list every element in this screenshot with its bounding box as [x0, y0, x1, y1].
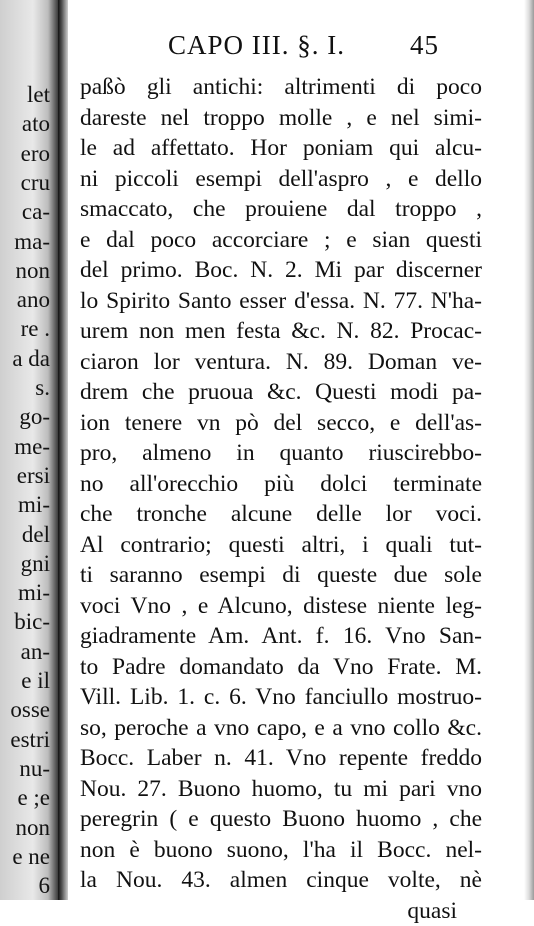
facing-page-fragment: go-: [0, 404, 50, 430]
body-text: [80, 72, 482, 926]
text-line: ion tenere vn pò del secco, e dell'as-: [80, 408, 482, 439]
text-line: no all'orecchio più dolci terminate: [80, 469, 482, 500]
text-line: dareste nel troppo molle , e nel simi-: [80, 103, 482, 134]
facing-page-edge: [0, 0, 60, 900]
text-line: Vill. Lib. 1. c. 6. Vno fanciullo mostruo-: [80, 682, 482, 713]
facing-page-fragment: estri: [0, 727, 50, 753]
facing-page-fragment: osse: [0, 697, 50, 723]
page-edge-shadow: [524, 0, 534, 900]
facing-page-fragment: a da: [0, 346, 50, 372]
facing-page-fragment: s.: [0, 375, 50, 401]
text-line: la Nou. 43. almen cinque volte, nè: [80, 865, 482, 896]
text-line: ciaron lor ventura. N. 89. Doman ve-: [80, 347, 482, 378]
text-line: ti saranno esempi di queste due sole: [80, 560, 482, 591]
chapter-heading: CAPO III. §. I.: [168, 30, 345, 61]
facing-page-fragment: nu-: [0, 756, 50, 782]
facing-page-fragment: 6: [0, 873, 50, 899]
text-line: quasi: [80, 896, 482, 926]
facing-page-fragment: mi-: [0, 492, 50, 518]
book-gutter: [58, 0, 68, 900]
facing-page-fragment: mi-: [0, 580, 50, 606]
text-line: Bocc. Laber n. 41. Vno repente freddo: [80, 743, 482, 774]
text-line: le ad affettato. Hor poniam qui alcu-: [80, 133, 482, 164]
text-line: Nou. 27. Buono huomo, tu mi pari vno: [80, 774, 482, 805]
text-line: so, peroche a vno capo, e a vno collo &c.: [80, 713, 482, 744]
facing-page-fragment: e il: [0, 668, 50, 694]
text-line: Al contrario; questi altri, i quali tut-: [80, 530, 482, 561]
text-line: smaccato, che prouiene dal troppo ,: [80, 194, 482, 225]
text-line: lo Spirito Santo esser d'essa. N. 77. N'ha-: [80, 286, 482, 317]
text-line: drem che pruoua &c. Questi modi pa-: [80, 377, 482, 408]
text-line: to Padre domandato da Vno Frate. M.: [80, 652, 482, 683]
page-number: 45: [410, 30, 439, 61]
facing-page-fragment: e ;e: [0, 785, 50, 811]
facing-page-fragment: e ne: [0, 844, 50, 870]
facing-page-fragment: me-: [0, 434, 50, 460]
facing-page-fragment: ero: [0, 141, 50, 167]
text-line: pro, almeno in quanto riuscirebbo-: [80, 438, 482, 469]
facing-page-fragment: ersi: [0, 463, 50, 489]
text-line: del primo. Boc. N. 2. Mi par discerner: [80, 255, 482, 286]
facing-page-fragment: ca-: [0, 199, 50, 225]
facing-page-fragment: ato: [0, 111, 50, 137]
facing-page-fragment: ano: [0, 287, 50, 313]
facing-page-fragment: re .: [0, 316, 50, 342]
facing-page-fragment: gni: [0, 551, 50, 577]
text-line: che tronche alcune delle lor voci.: [80, 499, 482, 530]
text-line: ni piccoli esempi dell'aspro , e dello: [80, 164, 482, 195]
facing-page-fragment: an-: [0, 639, 50, 665]
facing-page-fragment: cru: [0, 170, 50, 196]
facing-page-fragment: ma-: [0, 229, 50, 255]
running-header: [150, 30, 470, 70]
text-line: urem non men festa &c. N. 82. Procac-: [80, 316, 482, 347]
facing-page-fragment: non: [0, 258, 50, 284]
text-line: non è buono suono, l'ha il Bocc. nel-: [80, 835, 482, 866]
text-line: peregrin ( e questo Buono huomo , che: [80, 804, 482, 835]
facing-page-fragment: let: [0, 82, 50, 108]
text-line: voci Vno , e Alcuno, distese niente leg-: [80, 591, 482, 622]
facing-page-fragment: non: [0, 815, 50, 841]
text-line: giadramente Am. Ant. f. 16. Vno San-: [80, 621, 482, 652]
text-line: e dal poco accorciare ; e sian questi: [80, 225, 482, 256]
facing-page-fragment: bic-: [0, 609, 50, 635]
facing-page-fragment: del: [0, 522, 50, 548]
text-line: paßò gli antichi: altrimenti di poco: [80, 72, 482, 103]
